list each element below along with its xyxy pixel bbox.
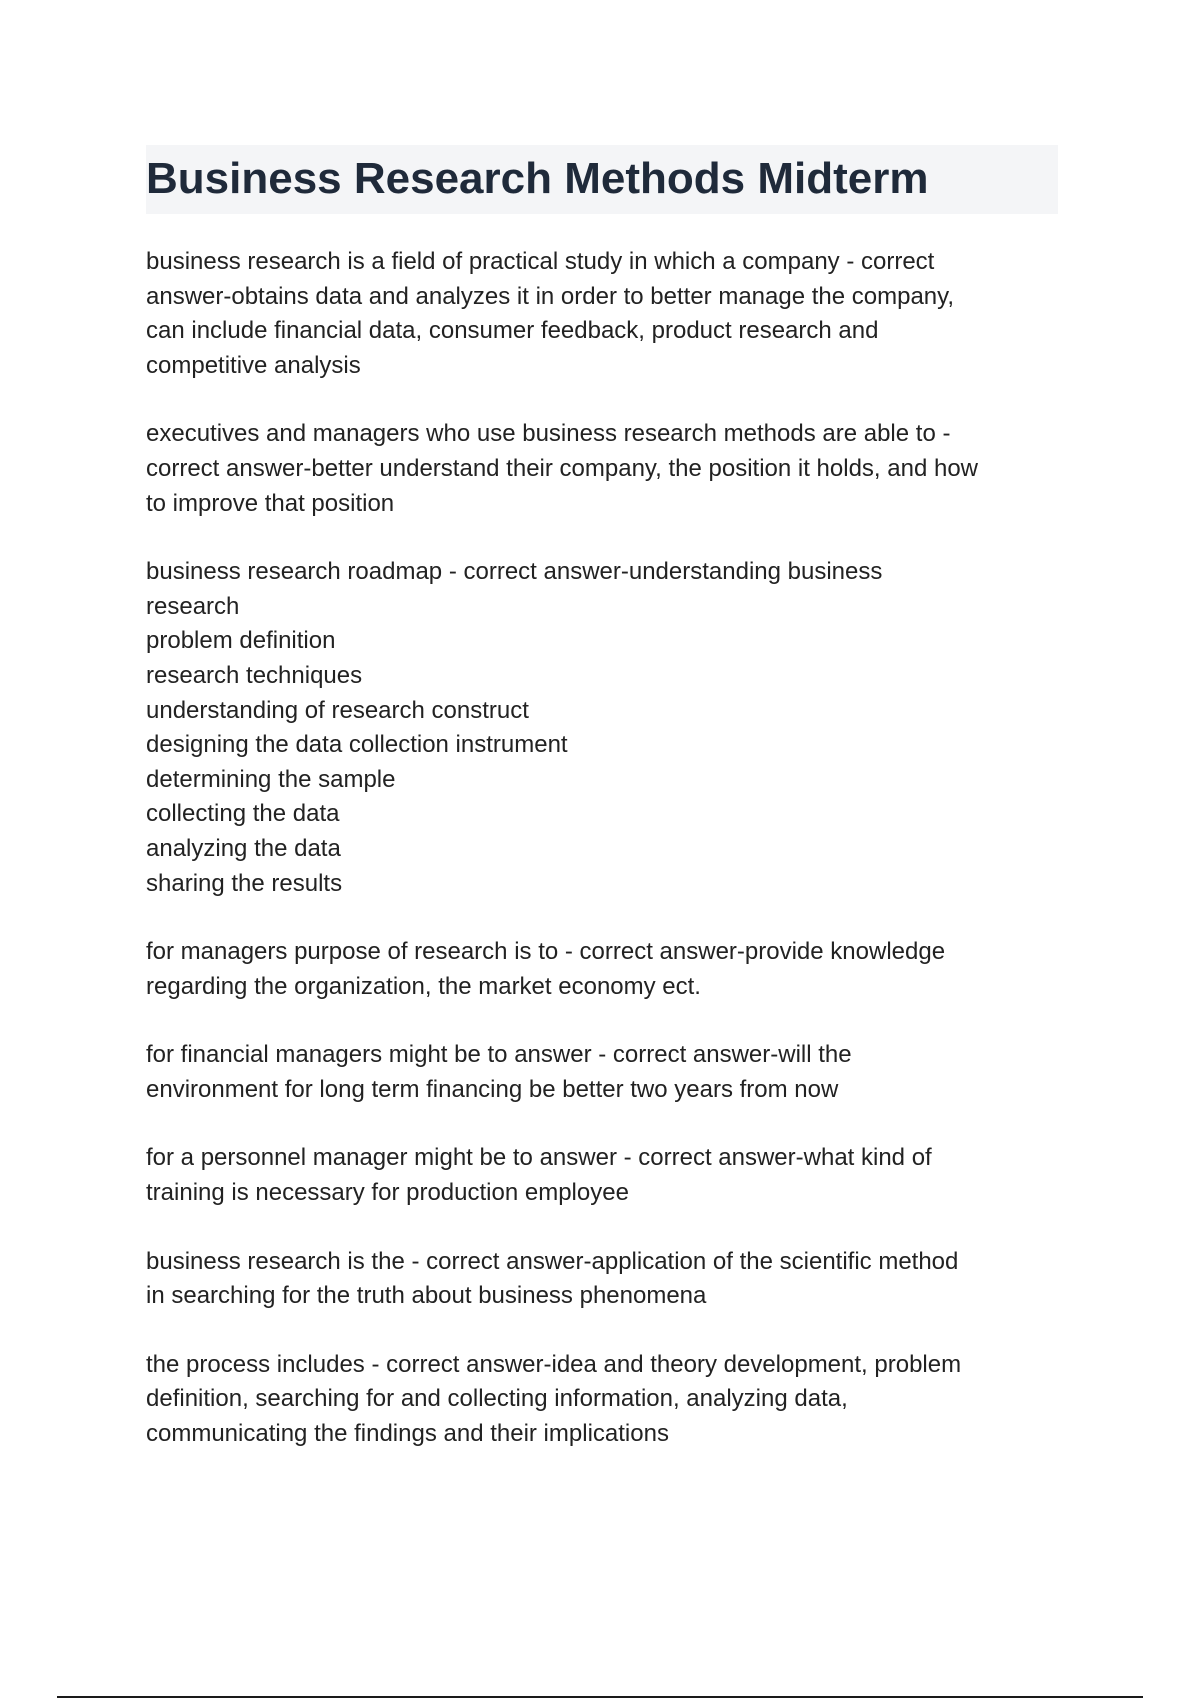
qa-entry: [146, 417, 1066, 521]
entry-line: for financial managers might be to answer - correct answer-will the: [146, 1041, 852, 1069]
entry-line: communicating the findings and their implications: [146, 1420, 669, 1448]
entry-line: designing the data collection instrument: [146, 731, 568, 759]
document-body: [146, 245, 1066, 1486]
entry-line: problem definition: [146, 627, 336, 655]
entry-line: understanding of research construct: [146, 696, 529, 724]
entry-line: correct answer-better understand their company, the position it holds, and how: [146, 454, 979, 482]
entry-line: business research roadmap - correct answer-understanding business: [146, 558, 883, 586]
entry-line: analyzing the data: [146, 834, 341, 862]
entry-line: determining the sample: [146, 765, 396, 793]
entry-line: can include financial data, consumer feedback, product research and: [146, 317, 879, 345]
entry-line: the process includes - correct answer-idea and theory development, problem: [146, 1350, 962, 1378]
entry-line: definition, searching for and collecting information, analyzing data,: [146, 1385, 848, 1413]
qa-entry: [146, 1141, 1066, 1210]
entry-line: in searching for the truth about business phenomena: [146, 1282, 707, 1310]
qa-entry: [146, 245, 1066, 383]
entry-line: sharing the results: [146, 869, 343, 897]
entry-line: collecting the data: [146, 800, 340, 828]
entry-line: research: [146, 592, 240, 620]
entry-line: executives and managers who use business research methods are able to -: [146, 420, 951, 448]
entry-line: research techniques: [146, 661, 363, 689]
qa-entry: [146, 1038, 1066, 1107]
entry-line: for a personnel manager might be to answer - correct answer-what kind of: [146, 1144, 932, 1172]
entry-line: business research is a field of practical study in which a company - correct: [146, 248, 935, 275]
entry-line: answer-obtains data and analyzes it in order to better manage the company,: [146, 282, 955, 310]
qa-entry: [146, 935, 1066, 1004]
entry-line: regarding the organization, the market economy ect.: [146, 972, 701, 1000]
entry-line: training is necessary for production employee: [146, 1179, 629, 1207]
qa-entry: [146, 1348, 1066, 1452]
entry-line: business research is the - correct answer-application of the scientific method: [146, 1247, 959, 1275]
title-banner: [146, 145, 1058, 214]
qa-entry: [146, 555, 1066, 901]
footer-divider: [57, 1696, 1143, 1698]
entry-line: competitive analysis: [146, 351, 361, 379]
page-title: Business Research Methods Midterm: [146, 154, 929, 203]
entry-line: environment for long term financing be better two years from now: [146, 1075, 839, 1103]
entry-line: for managers purpose of research is to - correct answer-provide knowledge: [146, 938, 946, 966]
qa-entry: [146, 1245, 1066, 1314]
entry-line: to improve that position: [146, 489, 395, 517]
